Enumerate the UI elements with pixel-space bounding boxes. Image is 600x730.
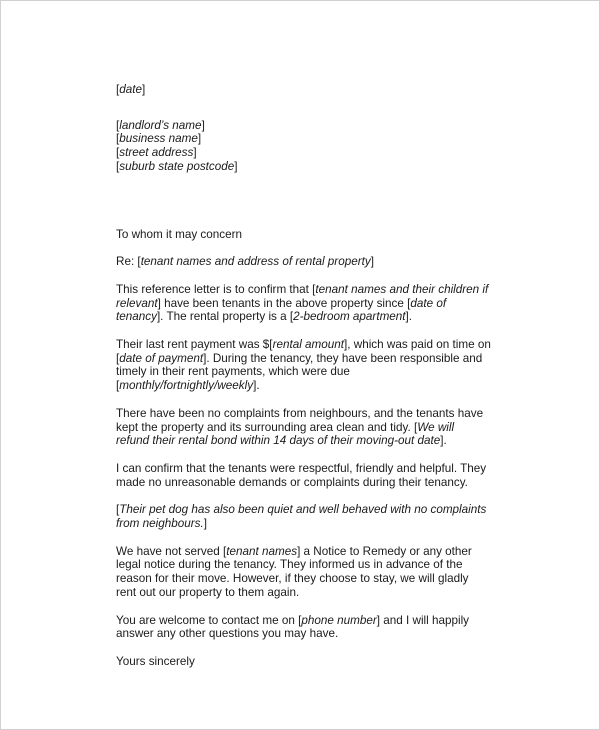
placeholder-text: rental amount — [272, 338, 345, 352]
placeholder-text: 2-bedroom apartment — [293, 310, 406, 324]
letter-text: made no unreasonable demands or complaints during their tenancy. — [116, 475, 468, 489]
paragraph-tenant-character — [116, 462, 566, 489]
letter-text: This reference letter is to confirm that [ — [116, 282, 316, 296]
placeholder-text: tenancy — [116, 310, 157, 324]
placeholder-text: We will — [417, 420, 455, 434]
letter-text: ] — [234, 159, 238, 173]
letter-text: [ — [116, 83, 120, 96]
paragraph-property-condition — [116, 407, 566, 448]
letter-text: [ — [116, 118, 120, 132]
salutation — [116, 228, 566, 242]
placeholder-text: from neighbours. — [116, 517, 204, 531]
letter-text: To whom it may concern — [116, 227, 243, 241]
placeholder-text: Their pet dog has also been quiet and well behaved with no complaints — [119, 503, 487, 517]
letter-text: There have been no complaints from neighbours, and the tenants have — [116, 406, 484, 420]
letter-text: [ — [116, 503, 120, 517]
letter-text: I can confirm that the tenants were respectful, friendly and helpful. They — [116, 461, 487, 475]
placeholder-text: refund their rental bond within 14 days of their moving-out date — [116, 434, 441, 448]
placeholder-text: landlord’s name — [119, 118, 202, 132]
letter-text: We have not served [ — [116, 544, 227, 558]
letter-text: [ — [116, 351, 120, 365]
letter-text: Their last rent payment was $[ — [116, 338, 273, 352]
letter-text: ]. — [253, 379, 260, 393]
placeholder-text: date — [119, 83, 142, 96]
re-subject-line — [116, 255, 566, 269]
letter-text: timely in their rent payments, which were due — [116, 365, 350, 379]
letter-text: ] a Notice to Remedy or any other — [297, 544, 472, 558]
letter-text: ] — [201, 118, 205, 132]
letter-text: Re: [ — [116, 255, 141, 269]
placeholder-text: business name — [119, 132, 198, 146]
recipient-address-block — [116, 119, 566, 174]
letter-text: ]. During the tenancy, they have been responsible and — [203, 351, 483, 365]
letter-text: ] — [142, 83, 146, 96]
placeholder-text: street address — [119, 146, 194, 160]
letter-text: ], which was paid on time on — [344, 338, 491, 352]
paragraph-legal-notice — [116, 545, 566, 600]
placeholder-text: suburb state postcode — [119, 159, 235, 173]
letter-text: [ — [116, 146, 120, 160]
letter-text: [ — [116, 159, 120, 173]
paragraph-rent-payment — [116, 338, 566, 393]
letter-text: legal notice during the tenancy. They informed us in advance of the — [116, 558, 463, 572]
letter-text: ]. — [440, 434, 447, 448]
placeholder-text: relevant — [116, 296, 158, 310]
letter-text: rent out our property to them again. — [116, 585, 300, 599]
letter-text: [ — [116, 132, 120, 146]
placeholder-text: phone number — [301, 613, 377, 627]
placeholder-text: tenant names and their children if — [315, 282, 489, 296]
letter-text: [ — [116, 379, 120, 393]
letter-text: ] — [370, 255, 374, 269]
letter-text: ] have been tenants in the above property since [ — [157, 296, 411, 310]
paragraph-tenancy-confirmation — [116, 283, 566, 324]
letter-body — [116, 83, 566, 669]
letter-text: answer any other questions you may have. — [116, 627, 339, 641]
letter-text: ]. — [405, 310, 413, 324]
letter-text: ] — [197, 132, 202, 146]
letter-text: kept the property and its surrounding area clean and tidy. [ — [116, 420, 418, 434]
placeholder-text: tenant names — [226, 544, 298, 558]
letter-text: ]. The rental property is a [ — [156, 310, 294, 324]
placeholder-text: tenant names and address of rental property — [140, 255, 371, 269]
closing-sign-off — [116, 655, 566, 669]
letter-text: ] and I will happily — [376, 613, 470, 627]
paragraph-pet-note — [116, 503, 566, 530]
date-placeholder — [116, 83, 566, 97]
paragraph-contact-invitation — [116, 614, 566, 641]
placeholder-text: monthly/fortnightly/weekly — [119, 379, 254, 393]
placeholder-text: date of — [410, 296, 447, 310]
letter-text: reason for their move. However, if they choose to stay, we will gladly — [116, 572, 469, 586]
letter-text: ] — [193, 146, 197, 160]
letter-text: Yours sincerely — [116, 654, 195, 668]
placeholder-text: date of payment — [119, 351, 204, 365]
letter-text: ] — [203, 517, 207, 531]
letter-text: You are welcome to contact me on [ — [116, 613, 302, 627]
